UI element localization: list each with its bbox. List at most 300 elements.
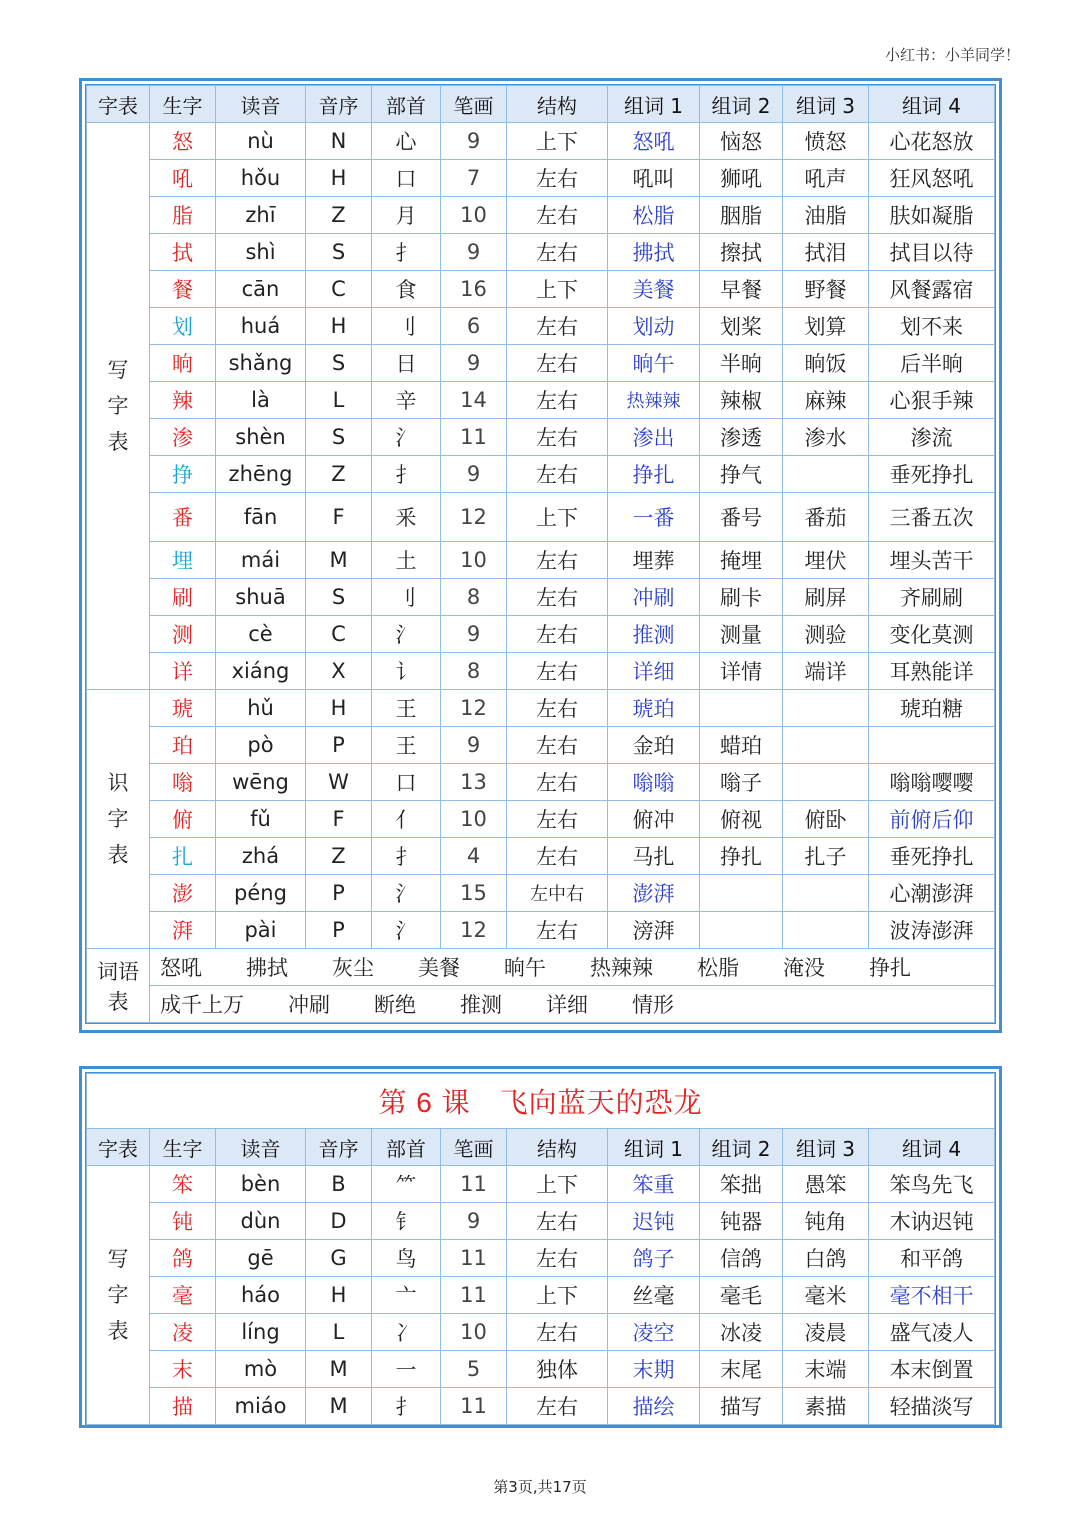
structure-cell: 左中右 xyxy=(507,875,608,912)
lesson6-table-frame xyxy=(79,1066,1002,1428)
table-row xyxy=(87,1166,995,1203)
word-cell-3: 扎子 xyxy=(783,838,869,875)
word-cell-2: 擦拭 xyxy=(700,234,783,271)
radical-cell: 氵 xyxy=(372,419,441,456)
vocab-word: 拂拭 xyxy=(246,956,288,980)
pinyin-cell: mò xyxy=(216,1351,306,1388)
structure-cell: 左右 xyxy=(507,764,608,801)
pinyin-cell: xiáng xyxy=(216,653,306,690)
word-cell-2: 测量 xyxy=(700,616,783,653)
word-cell-3: 埋伏 xyxy=(783,542,869,579)
radical-cell: 土 xyxy=(372,542,441,579)
character-cell: 详 xyxy=(150,653,216,690)
pinyin-cell: líng xyxy=(216,1314,306,1351)
initial-letter-cell: N xyxy=(306,123,372,160)
character-cell: 怒 xyxy=(150,123,216,160)
table-row xyxy=(87,579,995,616)
table-row xyxy=(87,1314,995,1351)
word-cell-3: 吼声 xyxy=(783,160,869,197)
word-cell-4: 毫不相干 xyxy=(869,1277,995,1314)
table-row xyxy=(87,382,995,419)
column-header: 组词 4 xyxy=(869,1129,995,1166)
word-cell-2: 描写 xyxy=(700,1388,783,1425)
word-cell-2: 半晌 xyxy=(700,345,783,382)
word-cell-3: 麻辣 xyxy=(783,382,869,419)
stroke-count-cell: 14 xyxy=(441,382,507,419)
word-cell-1: 琥珀 xyxy=(608,690,700,727)
radical-cell: 一 xyxy=(372,1351,441,1388)
radical-cell: 釆 xyxy=(372,493,441,542)
radical-cell: ⺮ xyxy=(372,1166,441,1203)
table-row xyxy=(87,197,995,234)
word-cell-1: 澎湃 xyxy=(608,875,700,912)
word-cell-4: 后半晌 xyxy=(869,345,995,382)
character-cell: 吼 xyxy=(150,160,216,197)
word-cell-2: 刷卡 xyxy=(700,579,783,616)
word-cell-4: 心潮澎湃 xyxy=(869,875,995,912)
column-header: 组词 1 xyxy=(608,86,700,123)
character-cell: 番 xyxy=(150,493,216,542)
column-header: 部首 xyxy=(372,1129,441,1166)
word-cell-4: 本末倒置 xyxy=(869,1351,995,1388)
character-cell: 扎 xyxy=(150,838,216,875)
word-cell-3: 素描 xyxy=(783,1388,869,1425)
word-cell-3: 晌饭 xyxy=(783,345,869,382)
lesson-title: 第 6 课 飞向蓝天的恐龙 xyxy=(87,1074,995,1129)
table-row xyxy=(87,345,995,382)
structure-cell: 左右 xyxy=(507,382,608,419)
initial-letter-cell: X xyxy=(306,653,372,690)
character-cell: 划 xyxy=(150,308,216,345)
initial-letter-cell: L xyxy=(306,382,372,419)
word-cell-2: 信鸽 xyxy=(700,1240,783,1277)
pinyin-cell: péng xyxy=(216,875,306,912)
column-header: 读音 xyxy=(216,86,306,123)
word-cell-4 xyxy=(869,727,995,764)
structure-cell: 上下 xyxy=(507,493,608,542)
word-cell-2: 末尾 xyxy=(700,1351,783,1388)
pinyin-cell: bèn xyxy=(216,1166,306,1203)
word-cell-3 xyxy=(783,690,869,727)
word-cell-4: 埋头苦干 xyxy=(869,542,995,579)
pinyin-cell: shǎng xyxy=(216,345,306,382)
stroke-count-cell: 9 xyxy=(441,1203,507,1240)
radical-cell: 口 xyxy=(372,160,441,197)
column-header: 组词 3 xyxy=(783,86,869,123)
lesson6-vocab-table xyxy=(86,1073,995,1425)
pinyin-cell: huá xyxy=(216,308,306,345)
structure-cell: 左右 xyxy=(507,234,608,271)
table-row xyxy=(87,456,995,493)
word-cell-4: 盛气凌人 xyxy=(869,1314,995,1351)
word-cell-1: 渗出 xyxy=(608,419,700,456)
word-cell-1: 推测 xyxy=(608,616,700,653)
pinyin-cell: shì xyxy=(216,234,306,271)
initial-letter-cell: Z xyxy=(306,197,372,234)
column-header: 组词 1 xyxy=(608,1129,700,1166)
word-cell-3: 测验 xyxy=(783,616,869,653)
table-row xyxy=(87,1351,995,1388)
word-cell-2: 冰凌 xyxy=(700,1314,783,1351)
column-header: 结构 xyxy=(507,1129,608,1166)
column-header: 字表 xyxy=(87,1129,150,1166)
radical-cell: 扌 xyxy=(372,456,441,493)
character-cell: 脂 xyxy=(150,197,216,234)
structure-cell: 左右 xyxy=(507,690,608,727)
structure-cell: 左右 xyxy=(507,456,608,493)
word-cell-1: 晌午 xyxy=(608,345,700,382)
initial-letter-cell: M xyxy=(306,1388,372,1425)
character-cell: 晌 xyxy=(150,345,216,382)
word-cell-1: 怒吼 xyxy=(608,123,700,160)
structure-cell: 左右 xyxy=(507,1388,608,1425)
table-row xyxy=(87,1388,995,1425)
pinyin-cell: là xyxy=(216,382,306,419)
initial-letter-cell: C xyxy=(306,271,372,308)
word-cell-2: 挣扎 xyxy=(700,838,783,875)
stroke-count-cell: 8 xyxy=(441,653,507,690)
stroke-count-cell: 10 xyxy=(441,801,507,838)
column-header: 笔画 xyxy=(441,86,507,123)
initial-letter-cell: P xyxy=(306,875,372,912)
word-cell-4: 狂风怒吼 xyxy=(869,160,995,197)
structure-cell: 左右 xyxy=(507,838,608,875)
word-cell-1: 热辣辣 xyxy=(608,382,700,419)
word-cell-4: 垂死挣扎 xyxy=(869,838,995,875)
word-cell-4: 琥珀糖 xyxy=(869,690,995,727)
column-header: 生字 xyxy=(150,1129,216,1166)
stroke-count-cell: 11 xyxy=(441,419,507,456)
word-cell-1: 末期 xyxy=(608,1351,700,1388)
word-cell-3: 番茄 xyxy=(783,493,869,542)
word-cell-2: 番号 xyxy=(700,493,783,542)
vocab-word: 热辣辣 xyxy=(590,956,653,980)
word-cell-1: 松脂 xyxy=(608,197,700,234)
radical-cell: 扌 xyxy=(372,1388,441,1425)
character-cell: 测 xyxy=(150,616,216,653)
structure-cell: 上下 xyxy=(507,1277,608,1314)
character-cell: 描 xyxy=(150,1388,216,1425)
character-cell: 凌 xyxy=(150,1314,216,1351)
pinyin-cell: hǔ xyxy=(216,690,306,727)
stroke-count-cell: 6 xyxy=(441,308,507,345)
word-cell-1: 鸽子 xyxy=(608,1240,700,1277)
radical-cell: 氵 xyxy=(372,616,441,653)
pinyin-cell: háo xyxy=(216,1277,306,1314)
word-cell-2: 划桨 xyxy=(700,308,783,345)
table-row xyxy=(87,875,995,912)
column-header: 组词 2 xyxy=(700,1129,783,1166)
word-cell-1: 一番 xyxy=(608,493,700,542)
character-cell: 刷 xyxy=(150,579,216,616)
structure-cell: 左右 xyxy=(507,653,608,690)
radical-cell: 王 xyxy=(372,690,441,727)
word-cell-2 xyxy=(700,875,783,912)
word-cell-3: 俯卧 xyxy=(783,801,869,838)
radical-cell: 扌 xyxy=(372,234,441,271)
pinyin-cell: dùn xyxy=(216,1203,306,1240)
table-row xyxy=(87,1203,995,1240)
character-cell: 琥 xyxy=(150,690,216,727)
initial-letter-cell: H xyxy=(306,160,372,197)
word-cell-4: 渗流 xyxy=(869,419,995,456)
initial-letter-cell: D xyxy=(306,1203,372,1240)
word-cell-1: 描绘 xyxy=(608,1388,700,1425)
structure-cell: 左右 xyxy=(507,912,608,949)
word-cell-1: 吼叫 xyxy=(608,160,700,197)
word-cell-1: 笨重 xyxy=(608,1166,700,1203)
table-row xyxy=(87,616,995,653)
vocab-word: 怒吼 xyxy=(160,956,202,980)
pinyin-cell: zhēng xyxy=(216,456,306,493)
structure-cell: 左右 xyxy=(507,308,608,345)
table-row xyxy=(87,1277,995,1314)
table-row xyxy=(87,690,995,727)
column-header: 音序 xyxy=(306,86,372,123)
table-row xyxy=(87,542,995,579)
pinyin-cell: fǔ xyxy=(216,801,306,838)
vocab-word: 淹没 xyxy=(783,956,825,980)
initial-letter-cell: P xyxy=(306,727,372,764)
word-cell-2: 辣椒 xyxy=(700,382,783,419)
word-cell-3 xyxy=(783,764,869,801)
vocab-word: 灰尘 xyxy=(332,956,374,980)
column-header: 组词 2 xyxy=(700,86,783,123)
word-cell-3: 愤怒 xyxy=(783,123,869,160)
stroke-count-cell: 9 xyxy=(441,234,507,271)
structure-cell: 独体 xyxy=(507,1351,608,1388)
word-cell-3 xyxy=(783,875,869,912)
initial-letter-cell: F xyxy=(306,493,372,542)
word-cell-3: 拭泪 xyxy=(783,234,869,271)
word-cell-1: 金珀 xyxy=(608,727,700,764)
word-cell-4: 轻描淡写 xyxy=(869,1388,995,1425)
table-row xyxy=(87,1240,995,1277)
radical-cell: 心 xyxy=(372,123,441,160)
word-cell-3: 油脂 xyxy=(783,197,869,234)
initial-letter-cell: H xyxy=(306,1277,372,1314)
word-cell-3: 野餐 xyxy=(783,271,869,308)
word-cell-4: 嗡嗡嘤嘤 xyxy=(869,764,995,801)
word-cell-4: 笨鸟先飞 xyxy=(869,1166,995,1203)
radical-cell: 氵 xyxy=(372,912,441,949)
column-header: 结构 xyxy=(507,86,608,123)
initial-letter-cell: L xyxy=(306,1314,372,1351)
initial-letter-cell: H xyxy=(306,308,372,345)
radical-cell: 讠 xyxy=(372,653,441,690)
character-cell: 笨 xyxy=(150,1166,216,1203)
vocab-word: 成千上万 xyxy=(160,993,244,1017)
stroke-count-cell: 16 xyxy=(441,271,507,308)
character-cell: 嗡 xyxy=(150,764,216,801)
stroke-count-cell: 4 xyxy=(441,838,507,875)
word-cell-1: 埋葬 xyxy=(608,542,700,579)
word-cell-3: 刷屏 xyxy=(783,579,869,616)
pinyin-cell: miáo xyxy=(216,1388,306,1425)
column-header: 读音 xyxy=(216,1129,306,1166)
table-row xyxy=(87,123,995,160)
watermark: 小红书：小羊同学！ xyxy=(884,46,1020,64)
initial-letter-cell: P xyxy=(306,912,372,949)
table-row xyxy=(87,764,995,801)
stroke-count-cell: 7 xyxy=(441,160,507,197)
word-cell-2: 挣气 xyxy=(700,456,783,493)
word-cell-1: 凌空 xyxy=(608,1314,700,1351)
stroke-count-cell: 9 xyxy=(441,345,507,382)
stroke-count-cell: 5 xyxy=(441,1351,507,1388)
recognize-section-label: 识 字 表 xyxy=(87,690,150,949)
word-cell-4: 木讷迟钝 xyxy=(869,1203,995,1240)
word-cell-3 xyxy=(783,912,869,949)
initial-letter-cell: S xyxy=(306,579,372,616)
vocab-word: 挣扎 xyxy=(869,956,911,980)
word-cell-3: 末端 xyxy=(783,1351,869,1388)
structure-cell: 左右 xyxy=(507,160,608,197)
stroke-count-cell: 10 xyxy=(441,197,507,234)
column-header: 笔画 xyxy=(441,1129,507,1166)
radical-cell: 扌 xyxy=(372,838,441,875)
word-cell-2: 俯视 xyxy=(700,801,783,838)
word-cell-4: 肤如凝脂 xyxy=(869,197,995,234)
radical-cell: 月 xyxy=(372,197,441,234)
word-cell-2: 狮吼 xyxy=(700,160,783,197)
vocab-word: 推测 xyxy=(460,993,502,1017)
initial-letter-cell: Z xyxy=(306,456,372,493)
stroke-count-cell: 12 xyxy=(441,690,507,727)
word-cell-4: 垂死挣扎 xyxy=(869,456,995,493)
table-row xyxy=(87,234,995,271)
word-cell-2: 详情 xyxy=(700,653,783,690)
stroke-count-cell: 8 xyxy=(441,579,507,616)
radical-cell: 钅 xyxy=(372,1203,441,1240)
structure-cell: 左右 xyxy=(507,197,608,234)
pinyin-cell: mái xyxy=(216,542,306,579)
word-cell-4: 和平鸽 xyxy=(869,1240,995,1277)
word-cell-1: 嗡嗡 xyxy=(608,764,700,801)
stroke-count-cell: 12 xyxy=(441,493,507,542)
word-cell-2 xyxy=(700,912,783,949)
pinyin-cell: wēng xyxy=(216,764,306,801)
table-row xyxy=(87,912,995,949)
initial-letter-cell: H xyxy=(306,690,372,727)
vocab-line-2 xyxy=(150,986,995,1023)
column-header: 部首 xyxy=(372,86,441,123)
word-cell-2: 渗透 xyxy=(700,419,783,456)
structure-cell: 左右 xyxy=(507,801,608,838)
word-cell-1: 迟钝 xyxy=(608,1203,700,1240)
pinyin-cell: pò xyxy=(216,727,306,764)
column-header: 音序 xyxy=(306,1129,372,1166)
word-cell-3: 毫米 xyxy=(783,1277,869,1314)
table-row xyxy=(87,838,995,875)
stroke-count-cell: 9 xyxy=(441,727,507,764)
character-cell: 湃 xyxy=(150,912,216,949)
stroke-count-cell: 11 xyxy=(441,1166,507,1203)
radical-cell: 日 xyxy=(372,345,441,382)
initial-letter-cell: W xyxy=(306,764,372,801)
word-cell-1: 挣扎 xyxy=(608,456,700,493)
word-cell-2: 毫毛 xyxy=(700,1277,783,1314)
character-cell: 珀 xyxy=(150,727,216,764)
write-section-label: 写 字 表 xyxy=(87,1166,150,1425)
stroke-count-cell: 9 xyxy=(441,456,507,493)
table-row xyxy=(87,727,995,764)
character-cell: 埋 xyxy=(150,542,216,579)
word-cell-1: 拂拭 xyxy=(608,234,700,271)
pinyin-cell: pài xyxy=(216,912,306,949)
vocab-row-2 xyxy=(87,986,995,1023)
word-cell-1: 马扎 xyxy=(608,838,700,875)
word-cell-2: 嗡子 xyxy=(700,764,783,801)
word-cell-4: 风餐露宿 xyxy=(869,271,995,308)
radical-cell: 亠 xyxy=(372,1277,441,1314)
vocab-line-1 xyxy=(150,949,995,986)
word-cell-3: 白鸽 xyxy=(783,1240,869,1277)
stroke-count-cell: 10 xyxy=(441,1314,507,1351)
table-row xyxy=(87,801,995,838)
write-section-label: 写 字 表 xyxy=(87,123,150,690)
pinyin-cell: fān xyxy=(216,493,306,542)
vocab-word: 晌午 xyxy=(504,956,546,980)
word-cell-1: 详细 xyxy=(608,653,700,690)
word-cell-1: 美餐 xyxy=(608,271,700,308)
header-row xyxy=(87,86,995,123)
initial-letter-cell: B xyxy=(306,1166,372,1203)
word-cell-1: 丝毫 xyxy=(608,1277,700,1314)
word-cell-3: 划算 xyxy=(783,308,869,345)
character-cell: 渗 xyxy=(150,419,216,456)
vocab-word: 美餐 xyxy=(418,956,460,980)
structure-cell: 左右 xyxy=(507,727,608,764)
pinyin-cell: gē xyxy=(216,1240,306,1277)
vocab-word: 情形 xyxy=(632,993,674,1017)
radical-cell: 刂 xyxy=(372,579,441,616)
stroke-count-cell: 11 xyxy=(441,1240,507,1277)
word-cell-4: 齐刷刷 xyxy=(869,579,995,616)
table-row xyxy=(87,493,995,542)
word-cell-1: 滂湃 xyxy=(608,912,700,949)
lesson5-vocab-table xyxy=(86,85,995,1023)
structure-cell: 左右 xyxy=(507,542,608,579)
character-cell: 挣 xyxy=(150,456,216,493)
word-cell-3: 端详 xyxy=(783,653,869,690)
radical-cell: 辛 xyxy=(372,382,441,419)
word-cell-2: 笨拙 xyxy=(700,1166,783,1203)
word-cell-4: 耳熟能详 xyxy=(869,653,995,690)
word-cell-2 xyxy=(700,690,783,727)
initial-letter-cell: M xyxy=(306,1351,372,1388)
word-cell-3 xyxy=(783,456,869,493)
vocab-word: 断绝 xyxy=(374,993,416,1017)
word-cell-4: 划不来 xyxy=(869,308,995,345)
table-row xyxy=(87,160,995,197)
word-cell-4: 心狠手辣 xyxy=(869,382,995,419)
stroke-count-cell: 9 xyxy=(441,616,507,653)
word-cell-2: 早餐 xyxy=(700,271,783,308)
stroke-count-cell: 9 xyxy=(441,123,507,160)
structure-cell: 左右 xyxy=(507,1203,608,1240)
word-cell-4: 拭目以待 xyxy=(869,234,995,271)
character-cell: 末 xyxy=(150,1351,216,1388)
word-cell-3: 渗水 xyxy=(783,419,869,456)
word-cell-4: 三番五次 xyxy=(869,493,995,542)
structure-cell: 上下 xyxy=(507,271,608,308)
radical-cell: 冫 xyxy=(372,1314,441,1351)
stroke-count-cell: 13 xyxy=(441,764,507,801)
radical-cell: 鸟 xyxy=(372,1240,441,1277)
radical-cell: 氵 xyxy=(372,875,441,912)
pinyin-cell: cè xyxy=(216,616,306,653)
